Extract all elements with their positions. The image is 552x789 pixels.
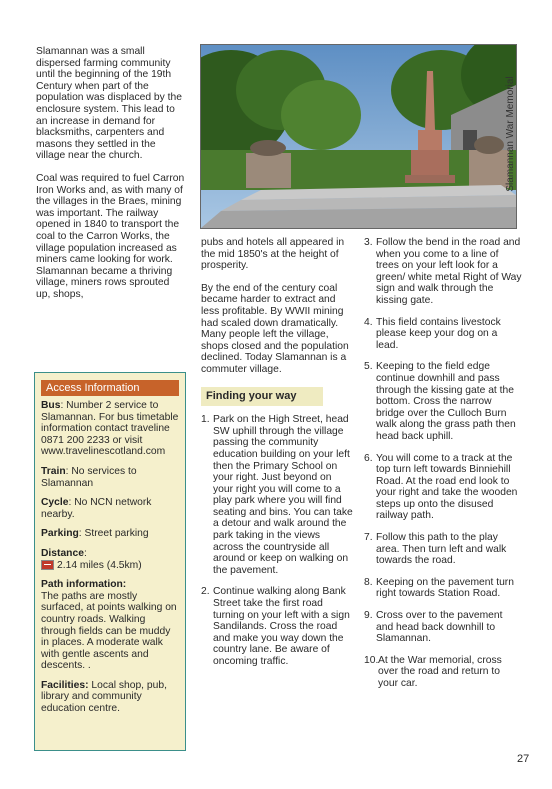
route-step: 7. Follow this path to the play area. Then turn left and walk towards the road.: [364, 532, 507, 567]
access-information-box: [34, 372, 186, 751]
parking-info: Parking: Street parking: [41, 528, 149, 540]
intro-paragraph-1: Slamannan was a small dispersed farming community until the beginning of the 19th Century when part of the population was displaced by the enclosure system. This lead to an increase in demand for blacksmiths, carpenters and masons they settled in the village near the church.: [36, 46, 182, 162]
intro-column: [36, 46, 186, 311]
war-memorial-photo: [200, 44, 517, 229]
bus-info: Bus: Number 2 service to Slamannan. For bus timetable information contact traveline 0871 200 2233 or visit www.travelinescotland.com: [41, 400, 179, 458]
war-memorial-illustration: [201, 45, 516, 228]
facilities-info: Facilities: Local shop, pub, library and community education centre.: [41, 679, 167, 715]
route-step: 3. Follow the bend in the road and when you come to a line of trees on your left look for a green/ white metal Right of Way sign and walk through the kissing gate.: [364, 237, 522, 306]
middle-column: [201, 237, 353, 678]
intro-paragraph-4: By the end of the century coal became harder to extract and less profitable. By WWII mining had scaled down dramatically. Many people left the village, shops closed and the population declined. Today Slamannan is a commuter village.: [201, 282, 349, 375]
distance-info: Distance: 2.14 miles (4.5km): [41, 547, 142, 571]
intro-paragraph-3: pubs and hotels all appeared in the mid 1850's at the height of prosperity.: [201, 237, 345, 272]
right-column: [364, 237, 522, 700]
intro-paragraph-2: Coal was required to fuel Carron Iron Works and, as with many of the villages in the Braes, mining was important. The railway opened in 1840 to transport the coal to the Carron Works, the village population increased as miners came looking for work. Slamannan became a thriving village, miners rows sprouted up, shops,: [36, 172, 185, 300]
route-step: 6. You will come to a track at the top turn left towards Binniehill Road. At the road end look to your right and take the wooden steps up onto the disused railway path.: [364, 452, 518, 522]
page-number: 27: [517, 753, 530, 765]
route-steps-part-2: [364, 237, 522, 690]
cycle-info: Cycle: No NCN network nearby.: [41, 497, 152, 520]
route-steps-part-1: [201, 414, 353, 667]
route-step: 5. Keeping to the field edge continue downhill and pass through the kissing gate at the bottom. Cross the narrow bridge over the Culloch Burn walk along the grass path then head back uphill.: [364, 361, 516, 442]
photo-caption: Slamannan War Memorial: [505, 76, 516, 192]
route-step: 8. Keeping on the pavement turn right towards Station Road.: [364, 576, 514, 600]
train-info: Train: No services to Slamannan: [41, 465, 137, 489]
route-step: 1. Park on the High Street, head SW uphill through the village passing the community education building on your left then the Primary School on your right. Just beyond on your right you will come to a play park where you will find seating and bins. You can take a detour and walk around the park taking in the views across the countryside all around or keep on walking on the pavement.: [201, 414, 353, 576]
finding-your-way-heading: Finding your way: [201, 387, 323, 407]
access-information-title: Access Information: [41, 380, 179, 396]
route-step: 2. Continue walking along Bank Street take the first road turning on your left with a sign Sandilands. Cross the road and make you way down the country lane. Be aware of oncoming traffic.: [201, 586, 350, 667]
route-step: 9. Cross over to the pavement and head back downhill to Slamannan.: [364, 610, 503, 645]
distance-icon: [41, 560, 54, 570]
route-step: 10. At the War memorial, cross over the road and return to your car.: [364, 654, 502, 689]
route-step: 4. This field contains livestock please keep your dog on a lead.: [364, 316, 501, 351]
path-info: Path information: The paths are mostly surfaced, at points walking on country roads. Walking through fields can be muddy in places. A moderate walk with gentle ascents and descents. .: [41, 579, 177, 672]
